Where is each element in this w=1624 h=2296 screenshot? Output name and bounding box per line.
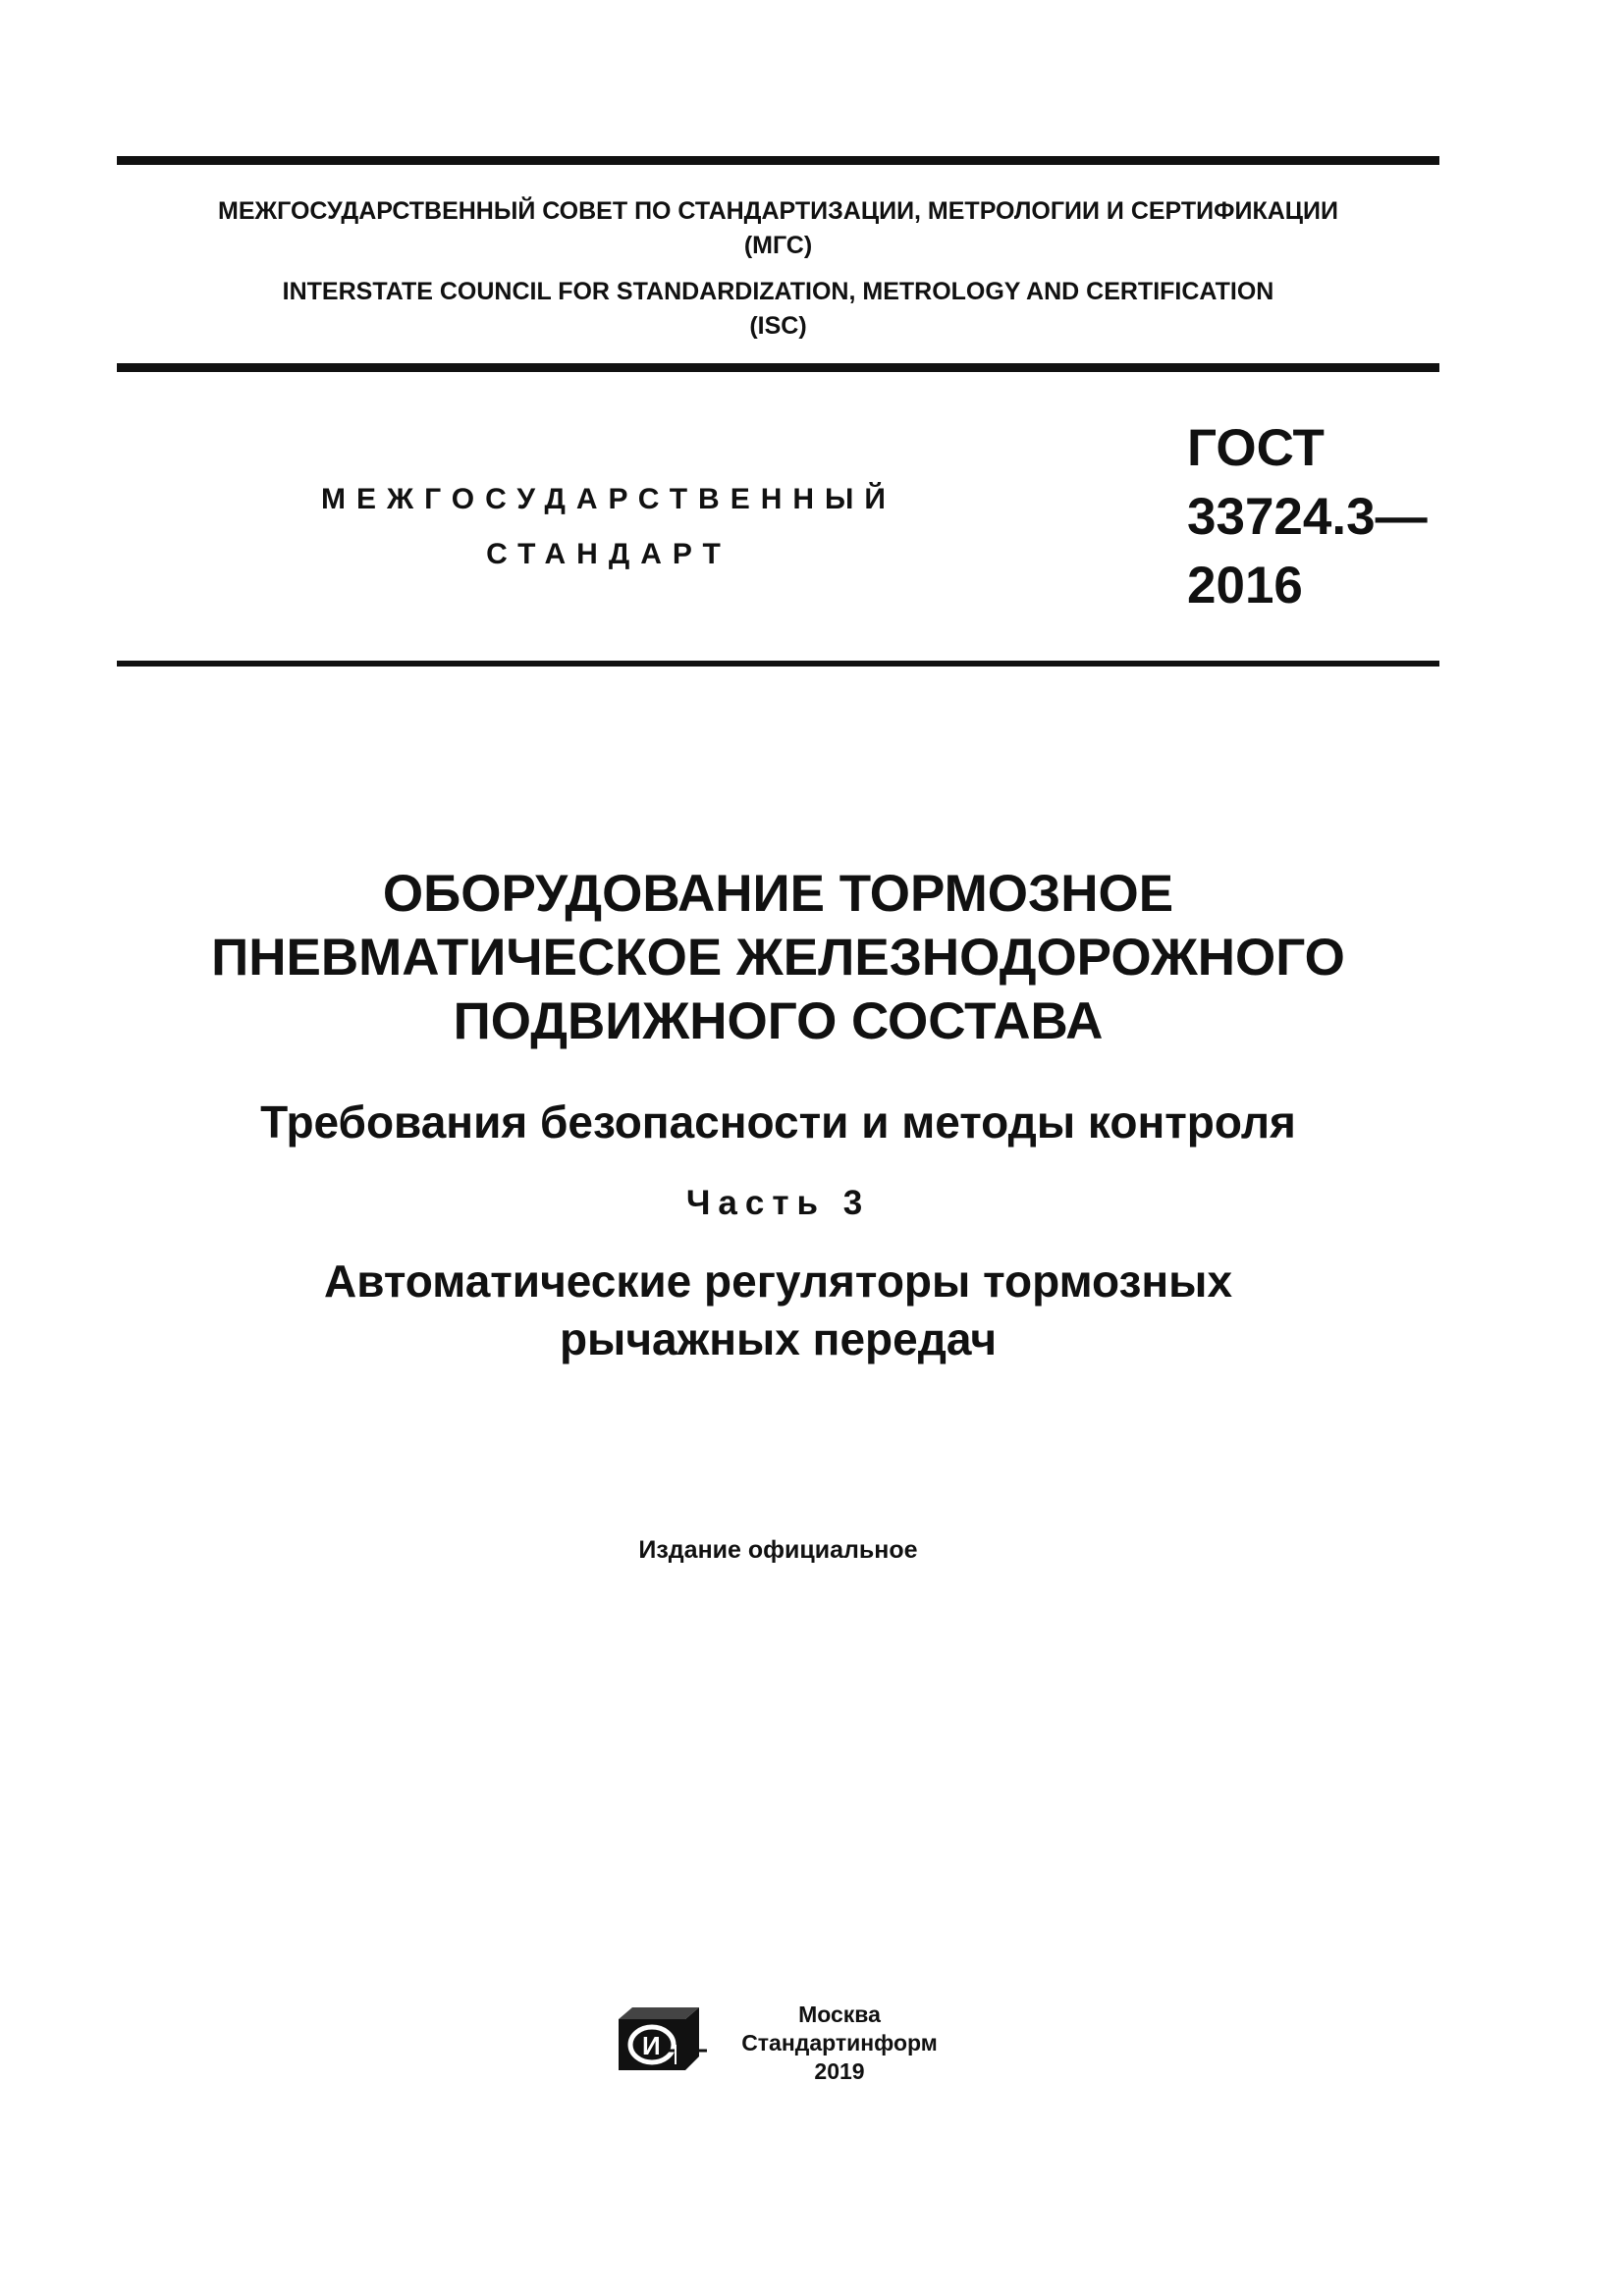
publisher-name: Стандартинформ (741, 2030, 938, 2056)
document-title (117, 862, 1439, 1053)
standartinform-logo-icon (617, 2005, 711, 2074)
council-name-en: INTERSTATE COUNCIL FOR STANDARDIZATION, METROLOGY AND CERTIFICATION (282, 278, 1274, 305)
designation-line1: ГОСТ (1187, 419, 1325, 477)
publisher-city: Москва (798, 2002, 881, 2027)
council-abbr-ru: (МГС) (743, 232, 813, 259)
standard-designation (1187, 414, 1428, 620)
top-rule (117, 156, 1439, 165)
edition-note: Издание официальное (638, 1536, 918, 1564)
council-header (117, 194, 1439, 344)
council-abbr-en: (ISC) (749, 312, 807, 340)
document-subtitle: Требования безопасности и методы контроля (260, 1096, 1296, 1148)
part-title-line2: рычажных передач (559, 1313, 998, 1364)
publisher-year: 2019 (814, 2058, 865, 2084)
council-name-ru: МЕЖГОСУДАРСТВЕННЫЙ СОВЕТ ПО СТАНДАРТИЗАЦИИ, МЕТРОЛОГИИ И СЕРТИФИКАЦИИ (218, 197, 1338, 225)
standard-type-line1: МЕЖГОСУДАРСТВЕННЫЙ (321, 483, 896, 515)
publisher-info (727, 2001, 952, 2086)
part-title (117, 1253, 1439, 1368)
header-rule (117, 363, 1439, 372)
standard-type (285, 472, 933, 582)
standard-type-line2: СТАНДАРТ (486, 538, 731, 570)
part-number: Часть 3 (685, 1184, 871, 1222)
part-title-line1: Автоматические регуляторы тормозных (323, 1255, 1233, 1307)
designation-line2: 33724.3— (1187, 488, 1428, 546)
title-line2: ПНЕВМАТИЧЕСКОЕ ЖЕЛЕЗНОДОРОЖНОГО (211, 929, 1345, 987)
title-line1: ОБОРУДОВАНИЕ ТОРМОЗНОЕ (382, 865, 1174, 923)
title-line3: ПОДВИЖНОГО СОСТАВА (453, 992, 1104, 1050)
designation-line3: 2016 (1187, 557, 1303, 614)
designation-rule (117, 661, 1439, 667)
svg-text:И: И (642, 2031, 661, 2060)
